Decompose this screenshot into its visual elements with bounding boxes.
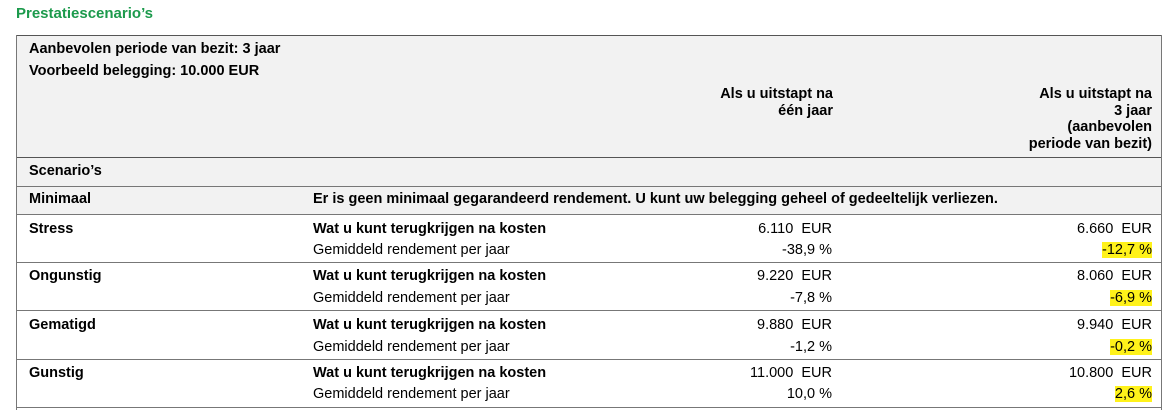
column-header-three-years: Als u uitstapt na 3 jaar (aanbevolen periode van bezit) [1028, 86, 1152, 152]
row-divider [16, 359, 1161, 360]
row-divider [16, 262, 1161, 263]
yield-three-years [1110, 290, 1152, 307]
yield-label: Gemiddeld rendement per jaar [313, 290, 510, 306]
yield-three-years [1115, 386, 1152, 403]
table-header-border [16, 157, 1161, 158]
highlight-mark: -6,9 % [1110, 290, 1152, 306]
table-top-border [16, 35, 1161, 36]
amount-three-years: 8.060 EUR [1077, 268, 1152, 284]
highlight-mark: -0,2 % [1110, 339, 1152, 355]
table-right-border [1161, 35, 1162, 410]
yield-one-year: -38,9 % [782, 242, 832, 258]
column-header-one-year: Als u uitstapt na één jaar [720, 86, 833, 119]
scenario-name: Gematigd [29, 317, 96, 333]
scenario-name: Ongunstig [29, 268, 102, 284]
amount-three-years: 6.660 EUR [1077, 221, 1152, 237]
scenarios-row-background [17, 158, 1161, 186]
highlight-mark: 2,6 % [1114, 386, 1152, 402]
example-investment: Voorbeeld belegging: 10.000 EUR [29, 63, 260, 79]
table-left-border [16, 35, 17, 410]
amount-label: Wat u kunt terugkrijgen na kosten [313, 221, 547, 237]
scenarios-label: Scenario’s [29, 163, 102, 179]
yield-label: Gemiddeld rendement per jaar [313, 339, 510, 355]
recommended-period: Aanbevolen periode van bezit: 3 jaar [29, 41, 281, 57]
yield-label: Gemiddeld rendement per jaar [313, 386, 510, 402]
row-divider [16, 310, 1161, 311]
amount-three-years: 10.800 EUR [1068, 365, 1152, 381]
amount-one-year: 11.000 EUR [750, 365, 832, 381]
amount-three-years: 9.940 EUR [1077, 317, 1152, 333]
highlight-mark: -12,7 % [1102, 242, 1152, 258]
amount-label: Wat u kunt terugkrijgen na kosten [313, 317, 547, 333]
yield-three-years [1102, 242, 1152, 259]
amount-one-year: 9.220 EUR [757, 268, 832, 284]
yield-one-year: -1,2 % [790, 339, 832, 355]
amount-one-year: 9.880 EUR [757, 317, 832, 333]
scenario-name: Gunstig [29, 365, 84, 381]
yield-one-year: 10,0 % [786, 386, 832, 402]
table-bottom-border [16, 407, 1161, 408]
amount-one-year: 6.110 EUR [758, 221, 832, 237]
yield-one-year: -7,8 % [790, 290, 832, 306]
yield-label: Gemiddeld rendement per jaar [313, 242, 510, 258]
minimal-label: Minimaal [29, 191, 92, 207]
scenario-name: Stress [29, 221, 74, 237]
section-title: Prestatiescenario’s [16, 5, 154, 22]
row-divider [16, 186, 1161, 187]
minimal-text: Er is geen minimaal gegarandeerd rendement. U kunt uw belegging geheel of gedeeltelijk verliezen. [313, 191, 998, 207]
yield-three-years [1110, 339, 1152, 356]
row-divider [16, 214, 1161, 215]
amount-label: Wat u kunt terugkrijgen na kosten [313, 365, 547, 381]
amount-label: Wat u kunt terugkrijgen na kosten [313, 268, 547, 284]
